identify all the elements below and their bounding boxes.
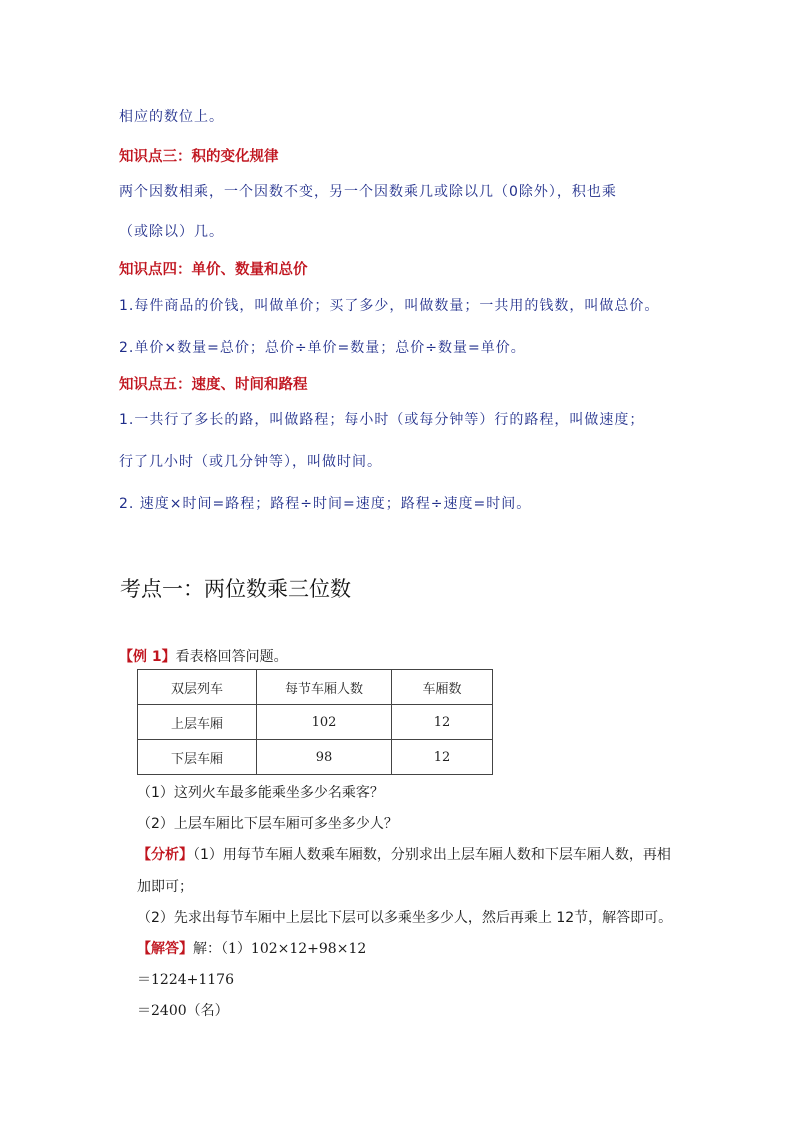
analysis-line: 加即可；: [137, 879, 193, 895]
text-line: 1.一共行了多长的路，叫做路程；每小时（或每分钟等）行的路程，叫做速度；: [119, 412, 645, 428]
analysis-text: （1）用每节车厢人数乘车厢数，分别求出上层车厢人数和下层车厢人数，再相: [193, 847, 671, 863]
analysis-line: [137, 844, 671, 864]
text-line: 相应的数位上。: [119, 109, 224, 125]
knowledge-heading-3: 知识点三：积的变化规律: [119, 149, 279, 165]
analysis-tag: 【分析】: [137, 847, 193, 863]
answer-line: [137, 938, 366, 958]
knowledge-heading-5: 知识点五：速度、时间和路程: [119, 377, 308, 393]
table-header-row: [138, 670, 493, 705]
table-header-cell: 车厢数: [392, 670, 493, 705]
text-line: 行了几小时（或几分钟等），叫做时间。: [119, 454, 382, 470]
analysis-line: （2）先求出每节车厢中上层比下层可以多乘坐多少人，然后再乘上 12节，解答即可。: [137, 910, 673, 926]
table-cell: 下层车厢: [138, 740, 257, 775]
table-cell: 98: [257, 740, 392, 775]
table-row: [138, 705, 493, 740]
answer-tag: 【解答】: [137, 941, 193, 957]
answer-text: 解：（1）102×12+98×12: [193, 941, 367, 957]
text-line: （或除以）几。: [119, 224, 224, 240]
table-row: [138, 740, 493, 775]
question-2: （2）上层车厢比下层车厢可多坐多少人？: [137, 816, 398, 832]
answer-line: ＝1224+1176: [137, 972, 234, 988]
table-cell: 上层车厢: [138, 705, 257, 740]
table-header-cell: 每节车厢人数: [257, 670, 392, 705]
text-line: 1.每件商品的价钱，叫做单价；买了多少，叫做数量；一共用的钱数，叫做总价。: [119, 298, 660, 314]
example-tag: 【例 1】: [119, 649, 176, 665]
table-cell: 102: [257, 705, 392, 740]
example-prompt-text: 看表格回答问题。: [175, 649, 288, 665]
text-line: 2. 速度×时间=路程；路程÷时间=速度；路程÷速度=时间。: [119, 496, 532, 512]
text-line: 两个因数相乘，一个因数不变，另一个因数乘几或除以几（0除外），积也乘: [119, 184, 617, 200]
answer-line: ＝2400（名）: [137, 1003, 229, 1019]
table-header-cell: 双层列车: [138, 670, 257, 705]
text-line: 2.单价×数量=总价；总价÷单价=数量；总价÷数量=单价。: [119, 340, 526, 356]
section-title: 考点一：两位数乘三位数: [120, 577, 351, 601]
knowledge-heading-4: 知识点四：单价、数量和总价: [119, 262, 308, 278]
table-cell: 12: [392, 705, 493, 740]
example-prompt: [119, 646, 288, 666]
table-cell: 12: [392, 740, 493, 775]
data-table: [137, 669, 493, 775]
question-1: （1）这列火车最多能乘坐多少名乘客？: [137, 785, 384, 801]
